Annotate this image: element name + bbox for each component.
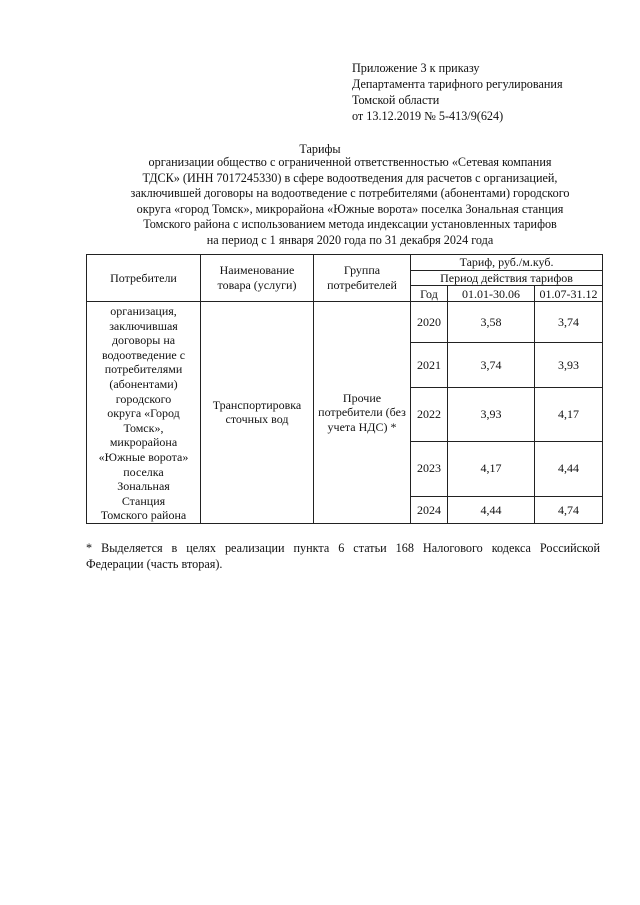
service-cell: Транспортировка сточных вод	[201, 302, 314, 524]
header-tariff: Тариф, руб./м.куб.	[411, 255, 603, 271]
appendix-block	[352, 60, 563, 124]
appendix-line: Томской области	[352, 93, 440, 107]
year-cell: 2022	[411, 388, 448, 441]
subtitle-line: организации общество с ограниченной ответственностью «Сетевая компания	[148, 155, 552, 169]
subtitle-line: на период с 1 января 2020 года по 31 декабря 2024 года	[206, 232, 494, 247]
header-year: Год	[411, 286, 448, 302]
header-first-half: 01.01-30.06	[448, 286, 535, 302]
footnote	[86, 540, 600, 572]
subtitle-line: Томского района с использованием метода индексации установленных тарифов	[143, 217, 557, 232]
tariff-h1-cell: 4,17	[448, 441, 535, 496]
year-cell: 2021	[411, 343, 448, 388]
tariff-h1-cell: 3,58	[448, 302, 535, 343]
group-cell: Прочие потребители (без учета НДС) *	[314, 302, 411, 524]
tariff-h2-cell: 4,44	[535, 441, 603, 496]
tariff-h1-cell: 4,44	[448, 496, 535, 523]
footnote-line: Федерации (часть вторая).	[86, 557, 223, 571]
tariff-h1-cell: 3,74	[448, 343, 535, 388]
footnote-line: * Выделяется в целях реализации пункта 6 статьи 168 Налогового кодекса Российской	[86, 541, 600, 555]
document-subtitle	[100, 155, 600, 249]
tariff-h2-cell: 3,93	[535, 343, 603, 388]
document-title: Тарифы	[299, 142, 341, 156]
header-second-half: 01.07-31.12	[535, 286, 603, 302]
consumers-cell: организация, заключившая договоры на водоотведение с потребителями (абонентами) городского округа «Город Томск», микрорайона «Южные ворота» поселка Зональная Станция Томского района	[87, 302, 201, 524]
tariff-h2-cell: 3,74	[535, 302, 603, 343]
year-cell: 2023	[411, 441, 448, 496]
tariff-h2-cell: 4,74	[535, 496, 603, 523]
header-consumers: Потребители	[87, 255, 201, 302]
subtitle-line: ТДСК» (ИНН 7017245330) в сфере водоотведения для расчетов с организацией,	[142, 170, 558, 185]
table-row	[87, 302, 603, 343]
year-cell: 2020	[411, 302, 448, 343]
appendix-line: Департамента тарифного регулирования	[352, 77, 563, 91]
header-period: Период действия тарифов	[411, 270, 603, 286]
header-service-name: Наименование товара (услуги)	[201, 255, 314, 302]
tariffs-table	[86, 254, 603, 524]
appendix-line: от 13.12.2019 № 5-413/9(624)	[352, 109, 504, 123]
subtitle-line: округа «город Томск», микрорайона «Южные ворота» поселка Зональная станция	[136, 201, 564, 216]
tariff-h2-cell: 4,17	[535, 388, 603, 441]
header-group: Группа потребителей	[314, 255, 411, 302]
tariff-h1-cell: 3,93	[448, 388, 535, 441]
subtitle-line: заключившей договоры на водоотведение с потребителями (абонентами) городского	[130, 186, 570, 201]
appendix-line: Приложение 3 к приказу	[352, 61, 480, 75]
year-cell: 2024	[411, 496, 448, 523]
